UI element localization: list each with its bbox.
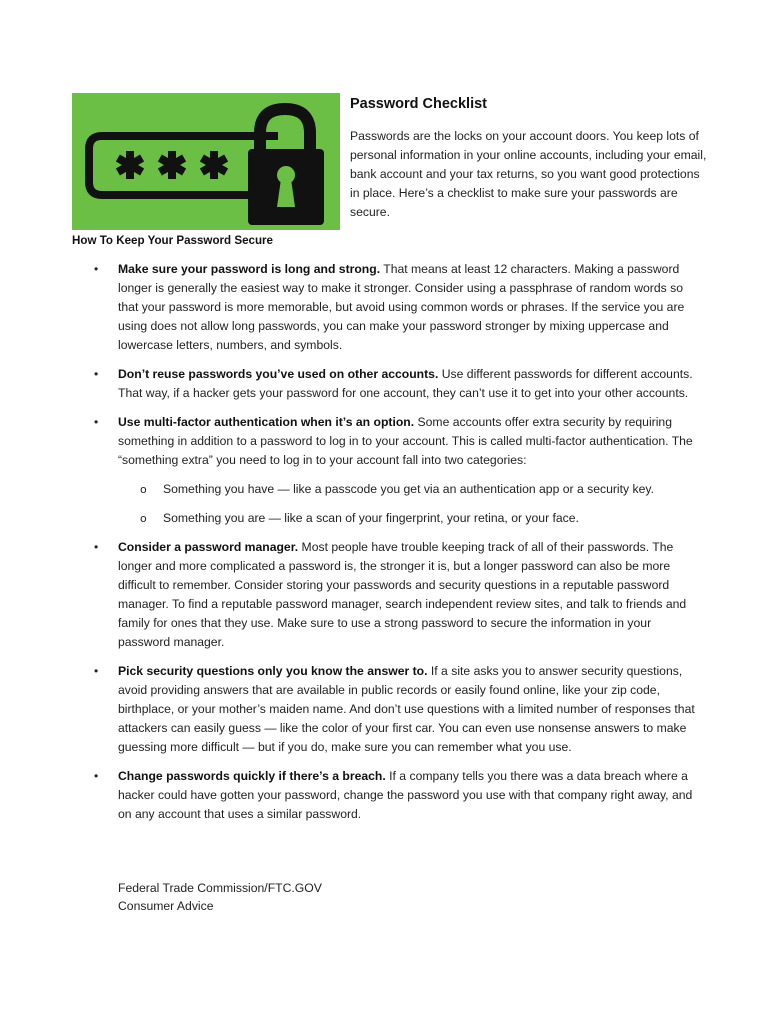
- checklist-item: [0, 365, 770, 403]
- password-lock-icon: [72, 93, 340, 230]
- sub-list: [118, 480, 702, 528]
- checklist-item: [0, 413, 770, 528]
- bullet-icon: •: [94, 664, 99, 678]
- item-heading: Make sure your password is long and strong.: [118, 262, 381, 276]
- bullet-icon: •: [94, 367, 99, 381]
- checklist-item: [0, 260, 770, 355]
- checklist-item: [0, 767, 770, 824]
- sub-bullet-icon: o: [140, 512, 147, 525]
- bullet-icon: •: [94, 769, 99, 783]
- item-body: Use different passwords for different accounts. That way, if a hacker gets your password for one account, they can’t use it to get into your other accounts.: [118, 367, 693, 400]
- item-heading: Consider a password manager.: [118, 540, 299, 554]
- item-body: If a site asks you to answer security questions, avoid providing answers that are available in public records or easily found online, like your zip code, birthplace, or your mother’s maiden name. And don’t use questions with a limited number of responses that attackers can easily guess — like the color of your first car. You can even use nonsense answers to make guessing more difficult — but if you do, make sure you can remember what you use.: [118, 664, 695, 754]
- checklist: [0, 260, 770, 834]
- checklist-item: [0, 662, 770, 757]
- footer: [118, 879, 322, 915]
- page-title: Password Checklist: [350, 96, 487, 112]
- item-heading: Change passwords quickly if there’s a breach.: [118, 769, 386, 783]
- bullet-icon: •: [94, 415, 99, 429]
- item-body: Some accounts offer extra security by requiring something in addition to a password to log in to your account. This is called multi-factor authentication. The “something extra” you need to log in to your account fall into two categories:: [118, 415, 693, 467]
- sub-list-item: [118, 509, 702, 528]
- sub-item-text: Something you are — like a scan of your fingerprint, your retina, or your face.: [163, 511, 579, 525]
- footer-source: Federal Trade Commission/FTC.GOV: [118, 881, 322, 895]
- section-heading: How To Keep Your Password Secure: [72, 234, 274, 247]
- sub-list-item: [118, 480, 702, 499]
- checklist-item: [0, 538, 770, 652]
- item-heading: Don’t reuse passwords you’ve used on other accounts.: [118, 367, 439, 381]
- item-body: If a company tells you there was a data breach where a hacker could have gotten your password, change the password you use with that company right away, and on any account that uses a similar password.: [118, 769, 693, 821]
- bullet-icon: •: [94, 262, 99, 276]
- bullet-icon: •: [94, 540, 99, 554]
- intro-paragraph: Passwords are the locks on your account doors. You keep lots of personal information in your online accounts, including your email, bank account and your tax returns, so you want good protections in place. Here’s a checklist to make sure your passwords are secure.: [350, 129, 707, 219]
- footer-category: Consumer Advice: [118, 899, 214, 913]
- item-body: Most people have trouble keeping track of all of their passwords. The longer and more complicated a password is, the stronger it is, but a longer password can also be more difficult to remember. Consider storing your passwords and security questions in a reputable password manager. To find a reputable password manager, search independent review sites, and talk to friends and family for ones that they use. Make sure to use a strong password to secure the information in your password manager.: [118, 540, 687, 649]
- item-heading: Use multi-factor authentication when it’s an option.: [118, 415, 415, 429]
- sub-bullet-icon: o: [140, 483, 147, 496]
- item-body: That means at least 12 characters. Making a password longer is generally the easiest way to make it stronger. Consider using a passphrase of random words so that your password is more memorable, but avoid using common words or phrases. If the service you are using does not allow long passwords, you can make your password stronger by mixing uppercase and lowercase letters, numbers, and symbols.: [118, 262, 685, 352]
- sub-item-text: Something you have — like a passcode you get via an authentication app or a security key.: [163, 482, 654, 496]
- item-heading: Pick security questions only you know the answer to.: [118, 664, 428, 678]
- password-lock-image: [72, 93, 340, 230]
